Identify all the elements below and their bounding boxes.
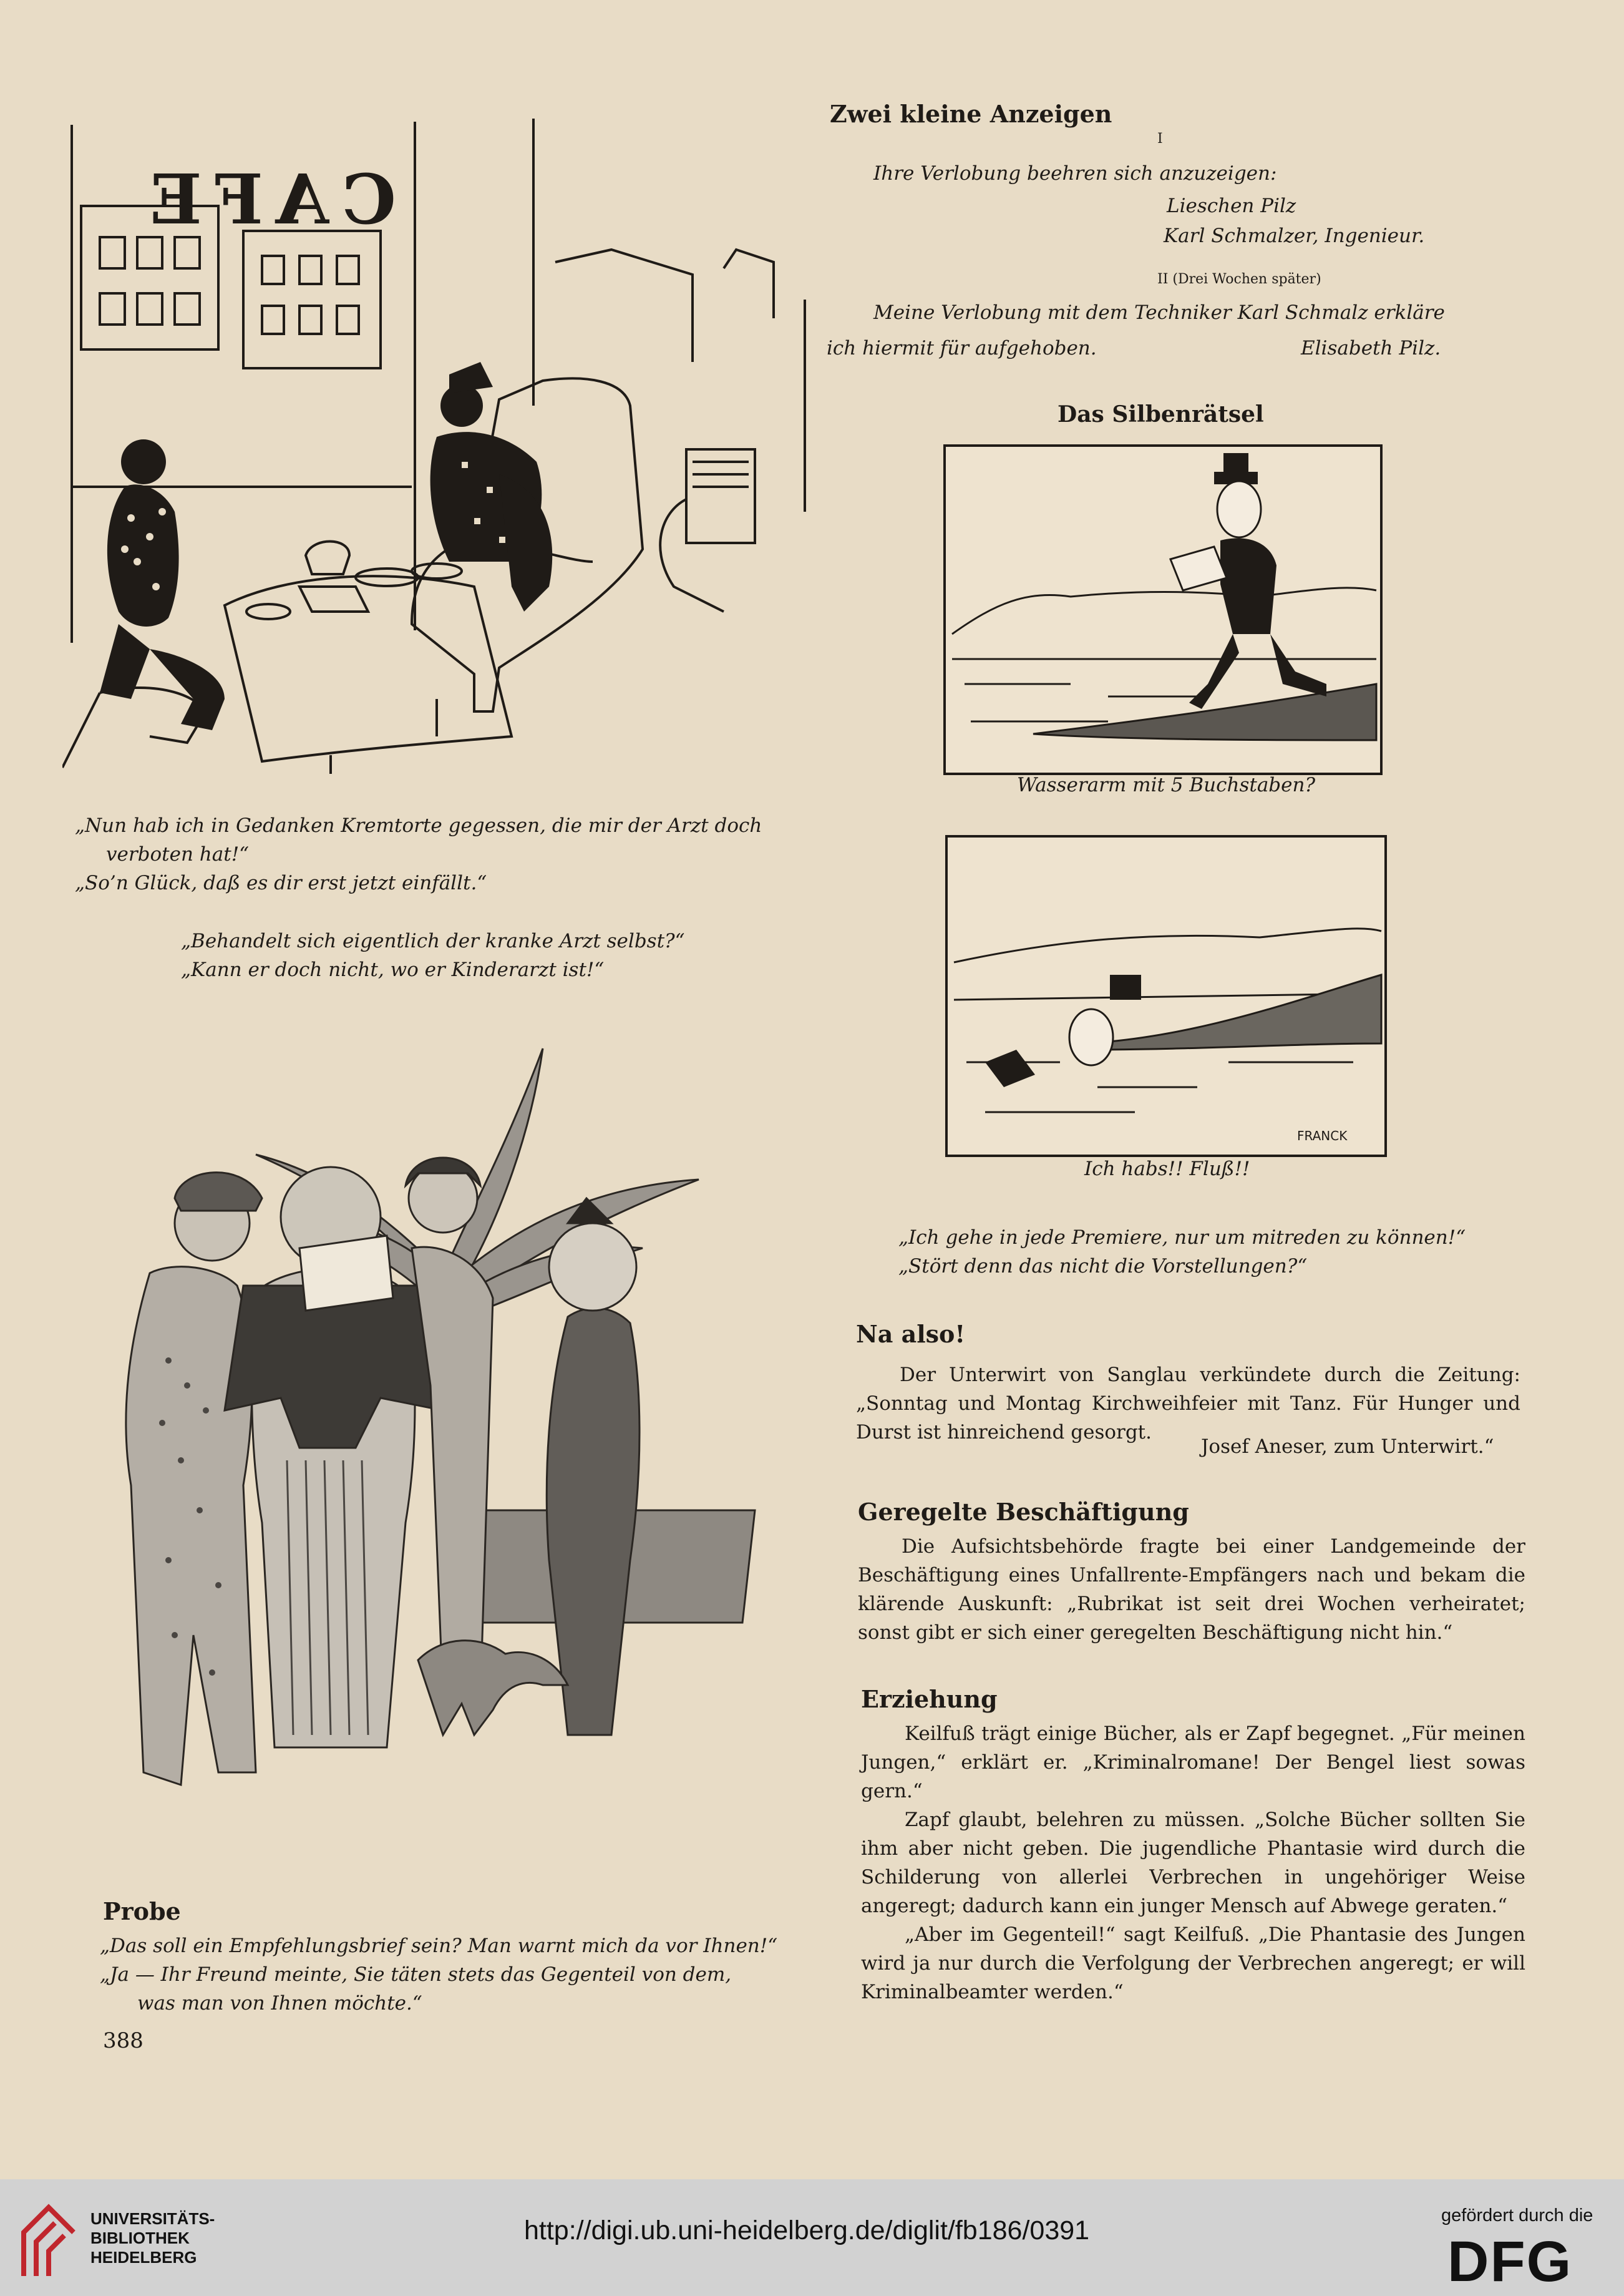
probe-cartoon — [94, 1011, 805, 1897]
geregelte-text: Die Aufsichtsbehörde fragte bei einer Landgemeinde der Beschäftigung eines Unfallrente-Empfängers nach und bekam die klärende Auskunft: „Rubrikat ist seit drei Wochen verheiratet; sonst gibt er sich einer geregelten Beschäftigung nicht hin.“ — [858, 1535, 1525, 1644]
premiere-line2: „Stört denn das nicht die Vorstellungen?“ — [898, 1255, 1308, 1277]
probe-caption — [100, 1932, 824, 2018]
library-line1: UNIVERSITÄTS- — [90, 2209, 215, 2228]
arzt-joke-line1: „Behandelt sich eigentlich der kranke Arzt selbst?“ — [181, 930, 685, 952]
na-also-text: Der Unterwirt von Sanglau verkündete durch die Zeitung: „Sonntag und Montag Kirchweihfeier mit Tanz. Für Hunger und Durst ist hinreichend gesorgt. — [856, 1364, 1520, 1444]
na-also-title: Na also! — [856, 1320, 966, 1348]
anzeigen-marker2: II (Drei Wochen später) — [1157, 271, 1321, 287]
erziehung-para3: „Aber im Gegenteil!“ sagt Keilfuß. „Die Phantasie des Jungen wird ja nur durch die Verfolgung der Verbrechen angeregt; er will Kriminalbeamter werden.“ — [861, 1923, 1525, 2003]
erziehung-para2: Zapf glaubt, belehren zu müssen. „Solche Bücher sollten Sie ihm aber nicht geben. Die jugendliche Phantasie wird durch die Schilderung von allerlei Verbrechen in ungehöriger Weise angeregt; dadurch kann ein junger Mensch auf Abwege geraten.“ — [861, 1809, 1525, 1917]
anzeigen-line2: Meine Verlobung mit dem Techniker Karl Schmalz erkläre — [873, 301, 1445, 324]
funded-by-label: gefördert durch die — [1441, 2206, 1593, 2225]
silbenraetsel-picture1 — [943, 444, 1383, 775]
silbenraetsel-caption2: Ich habs!! Fluß!! — [1084, 1158, 1250, 1180]
probe-line1: „Das soll ein Empfehlungsbrief sein? Man warnt mich da vor Ihnen!“ — [100, 1935, 778, 1957]
anzeigen-name1: Lieschen Pilz — [1167, 195, 1296, 217]
anzeigen-title: Zwei kleine Anzeigen — [830, 100, 1112, 128]
erziehung-text — [861, 1719, 1525, 2006]
anzeigen-signature: Elisabeth Pilz. — [1301, 337, 1441, 359]
cafe-sign: CAFE — [137, 159, 396, 240]
silbenraetsel-picture2 — [945, 835, 1387, 1157]
footer-bar — [0, 2179, 1624, 2296]
erziehung-para1: Keilfuß trägt einige Bücher, als er Zapf begegnet. „Für meinen Jungen,“ erklärt er. „Kriminalromane! Der Bengel liest sowas gern.“ — [861, 1722, 1525, 1802]
anzeigen-name2: Karl Schmalzer, Ingenieur. — [1164, 225, 1425, 247]
franck-signature: FRANCK — [1297, 1128, 1348, 1143]
na-also-signature: Josef Aneser, zum Unterwirt.“ — [1201, 1435, 1494, 1458]
arzt-joke — [181, 927, 805, 984]
library-logo-icon — [17, 2195, 80, 2282]
geregelte-title: Geregelte Beschäftigung — [858, 1498, 1189, 1526]
page-number: 388 — [103, 2028, 143, 2053]
probe-line2: „Ja — Ihr Freund meinte, Sie täten stets das Gegenteil von dem, — [100, 1963, 732, 1986]
silbenraetsel-title: Das Silbenrätsel — [1058, 401, 1264, 427]
walking-man-drawing — [946, 447, 1380, 773]
library-line2: BIBLIOTHEK — [90, 2229, 190, 2247]
premiere-line1: „Ich gehe in jede Premiere, nur um mitreden zu können!“ — [898, 1226, 1466, 1249]
cafe-caption-line3: „So’n Glück, daß es dir erst jetzt einfällt.“ — [75, 872, 487, 894]
arzt-joke-line2: „Kann er doch nicht, wo er Kinderarzt ist!“ — [181, 959, 605, 981]
source-url-link[interactable]: http://digi.ub.uni-heidelberg.de/diglit/fb186/0391 — [524, 2215, 1090, 2245]
anzeigen-marker1: I — [1157, 131, 1163, 147]
erziehung-title: Erziehung — [861, 1685, 998, 1713]
premiere-joke — [898, 1223, 1535, 1281]
dfg-logo: DFG — [1447, 2230, 1573, 2294]
probe-line3: was man von Ihnen möchte.“ — [137, 1992, 422, 2015]
falling-man-drawing — [948, 838, 1384, 1155]
library-line3: HEIDELBERG — [90, 2248, 197, 2267]
cafe-caption-line1: „Nun hab ich in Gedanken Kremtorte gegessen, die mir der Arzt doch — [75, 814, 762, 837]
anzeigen-line1: Ihre Verlobung beehren sich anzuzeigen: — [873, 162, 1277, 185]
cafe-caption — [75, 811, 824, 897]
anzeigen-line3: ich hiermit für aufgehoben. — [827, 337, 1097, 359]
library-name — [90, 2209, 215, 2267]
cafe-caption-line2: verboten hat!“ — [106, 843, 250, 866]
silbenraetsel-caption1: Wasserarm mit 5 Buchstaben? — [1017, 774, 1316, 796]
probe-title: Probe — [103, 1897, 181, 1925]
